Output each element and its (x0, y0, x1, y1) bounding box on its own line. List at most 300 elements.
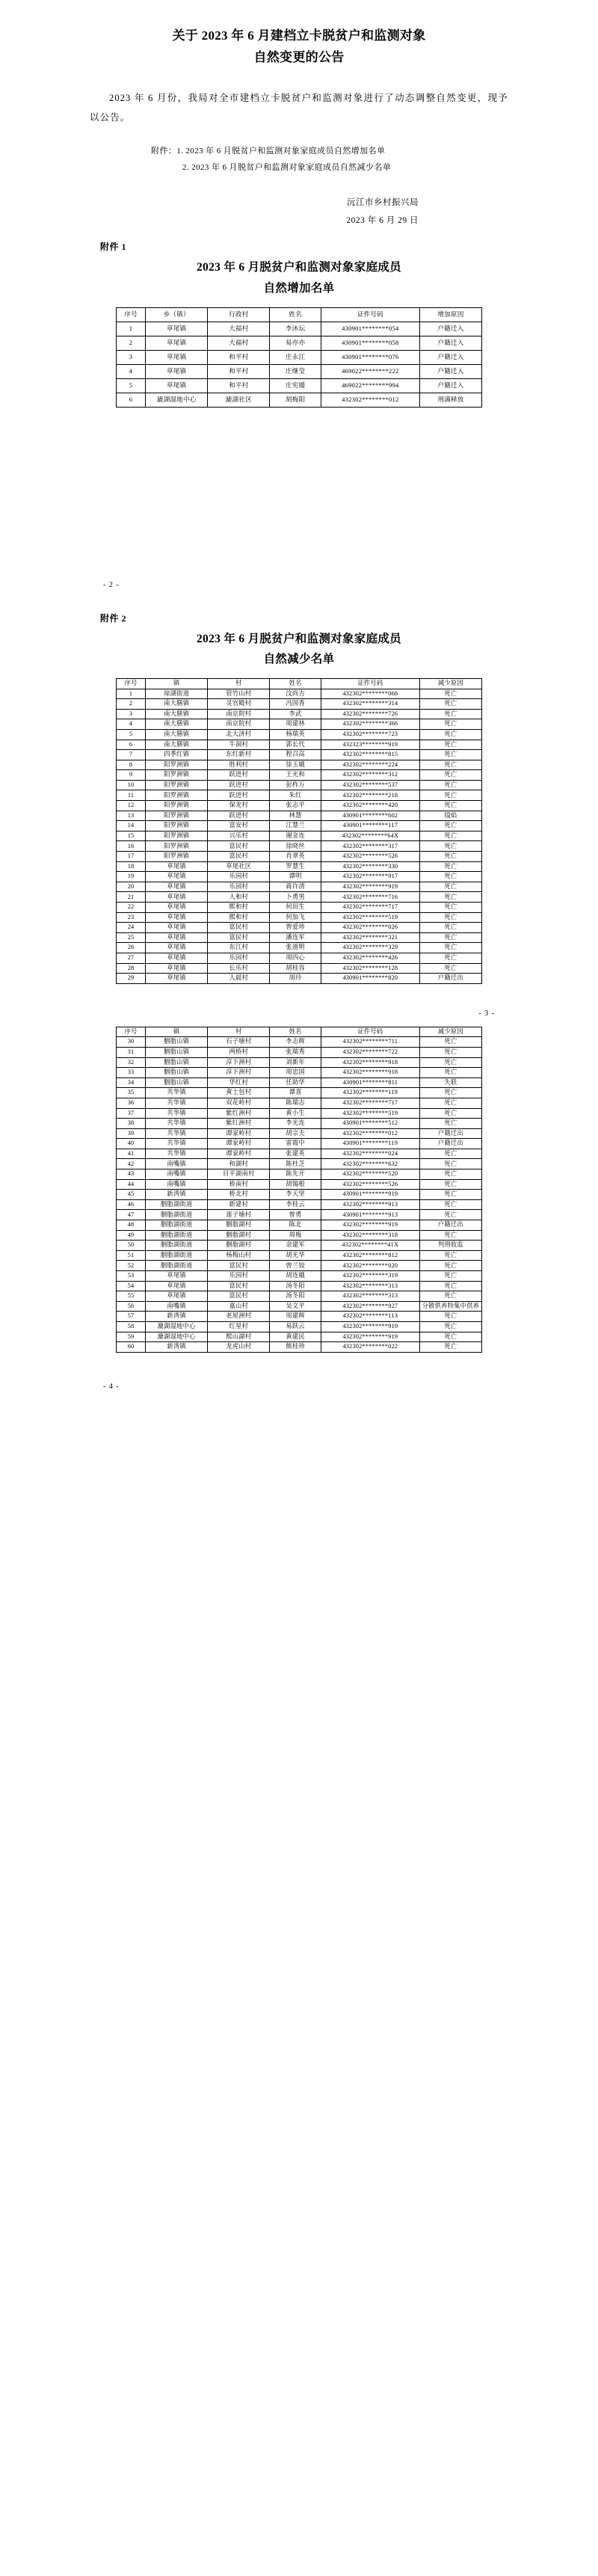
table-cell: 30 (117, 1037, 146, 1048)
table-cell: 谢金连 (270, 831, 321, 841)
table-cell: 目平湖南村 (208, 1169, 270, 1180)
table-cell: 死亡 (419, 750, 481, 760)
table-cell: 11 (117, 790, 146, 801)
table-cell: 卜勇男 (270, 892, 321, 903)
table-row (117, 912, 482, 923)
table-cell: 胭脂湖街道 (146, 1230, 208, 1241)
table-cell: 胭脂山镇 (146, 1078, 208, 1088)
table-cell: 雷霞中 (270, 1139, 321, 1149)
table-cell: 4 (117, 364, 146, 378)
table-cell: 新湾镇 (146, 1312, 208, 1322)
table-cell: 汶尚吉 (270, 689, 321, 699)
table-cell: 死亡 (419, 1149, 481, 1159)
table-cell: 死亡 (419, 903, 481, 913)
table-cell: 5 (117, 378, 146, 393)
table-cell: 牛洞村 (208, 740, 270, 750)
table-cell: 南嘴镇 (146, 1159, 208, 1169)
table-cell: 南京院村 (208, 719, 270, 730)
table-cell: 死亡 (419, 1281, 481, 1291)
table-cell: 死亡 (419, 1190, 481, 1200)
table-row (117, 1332, 482, 1342)
table-cell: 嘉山村 (208, 1301, 270, 1312)
table-cell: 胡光华 (270, 1250, 321, 1261)
table-cell: 432323********919 (321, 740, 419, 750)
table-cell: 432302********723 (321, 729, 419, 740)
table-cell: 吴文平 (270, 1301, 321, 1312)
table-cell: 周建辉 (270, 1312, 321, 1322)
table-header-cell: 证件号码 (321, 307, 419, 322)
table-row (117, 393, 482, 407)
table-cell: 15 (117, 831, 146, 841)
table-cell: 周建林 (270, 719, 321, 730)
table-header-cell: 姓名 (270, 307, 321, 322)
attachment-2-title-line-1: 2023 年 6 月脱贫户和监测对象家庭成员 (197, 632, 401, 645)
attachment-1-title (90, 257, 508, 298)
table-cell: 富民村 (208, 1291, 270, 1302)
table-cell: 草尾镇 (146, 912, 208, 923)
table-cell: 53 (117, 1271, 146, 1282)
table-cell: 胭脂湖街道 (146, 1220, 208, 1231)
issuer-name: 沅江市乡村振兴局 (347, 198, 419, 208)
table-cell: 死亡 (419, 719, 481, 730)
table-cell: 莲子塘村 (208, 1210, 270, 1220)
table-cell: 56 (117, 1301, 146, 1312)
table-cell: 胡桂容 (270, 963, 321, 974)
table-cell: 死亡 (419, 923, 481, 933)
table-cell: 432302********815 (321, 750, 419, 760)
table-cell: 龙虎山村 (208, 1342, 270, 1353)
table-cell: 李光连 (270, 1119, 321, 1129)
table-cell: 432302********812 (321, 1250, 419, 1261)
table-cell: 432302********918 (321, 1057, 419, 1068)
table-cell: 胜利村 (208, 760, 270, 770)
table-cell: 富民村 (208, 841, 270, 852)
table-header-cell: 行政村 (208, 307, 270, 322)
table-cell: 阳罗洲镇 (146, 811, 208, 821)
table-cell: 32 (117, 1057, 146, 1068)
table-cell: 人晨村 (208, 974, 270, 984)
table-cell: 死亡 (419, 709, 481, 719)
table-cell: 熙山湖村 (208, 1332, 270, 1342)
table-row (117, 1088, 482, 1098)
table-cell: 胡连娥 (270, 1271, 321, 1282)
table-cell: 死亡 (419, 821, 481, 831)
table-row (117, 699, 482, 710)
table-cell: 432302********537 (321, 780, 419, 790)
table-cell: 58 (117, 1321, 146, 1332)
table-cell: 14 (117, 821, 146, 831)
table-cell: 曾勇 (270, 1210, 321, 1220)
table-cell: 余建军 (270, 1241, 321, 1251)
table-cell: 430901********919 (321, 1190, 419, 1200)
table-cell: 胭脂湖街道 (146, 1241, 208, 1251)
table-row (117, 892, 482, 903)
table-cell: 陈北 (270, 1220, 321, 1231)
table-row (117, 790, 482, 801)
table-cell: 富民村 (208, 1261, 270, 1271)
table-cell: 草尾镇 (146, 872, 208, 882)
table-cell: 25 (117, 932, 146, 943)
attachment-2-table-body-2 (117, 1037, 482, 1352)
table-cell: 谭家岭村 (208, 1139, 270, 1149)
table-cell: 李沐坛 (270, 322, 321, 336)
table-cell: 432302********722 (321, 1047, 419, 1057)
table-cell: 死亡 (419, 1342, 481, 1353)
table-cell: 华红村 (208, 1078, 270, 1088)
table-row (117, 1190, 482, 1200)
table-cell: 紫红洲村 (208, 1108, 270, 1119)
table-row (117, 1098, 482, 1108)
document-page (0, 25, 598, 2576)
table-row (117, 336, 482, 350)
table-cell: 43 (117, 1169, 146, 1180)
table-cell: 共华镇 (146, 1139, 208, 1149)
table-row (117, 740, 482, 750)
table-cell: 432302********119 (321, 1088, 419, 1098)
table-cell: 乐园村 (208, 882, 270, 892)
attachment-1-title-line-1: 2023 年 6 月脱贫户和监测对象家庭成员 (197, 261, 401, 274)
table-cell: 紫红洲村 (208, 1119, 270, 1129)
table-cell: 432302********726 (321, 709, 419, 719)
table-cell: 18 (117, 861, 146, 872)
table-cell: 51 (117, 1250, 146, 1261)
table-cell: 张瑞秀 (270, 1047, 321, 1057)
table-cell: 李桂云 (270, 1199, 321, 1210)
table-cell: 8 (117, 760, 146, 770)
table-cell: 7 (117, 750, 146, 760)
table-cell: 林慧 (270, 811, 321, 821)
table-row (117, 1210, 482, 1220)
table-header-cell: 增加原因 (419, 307, 481, 322)
table-cell: 户籍迁出 (419, 1128, 481, 1139)
table-cell: 大福村 (208, 322, 270, 336)
table-cell: 432302********329 (321, 943, 419, 953)
table-cell: 432302********128 (321, 963, 419, 974)
table-cell: 16 (117, 841, 146, 852)
table-cell: 死亡 (419, 790, 481, 801)
table-cell: 1 (117, 322, 146, 336)
table-cell: 430901********119 (321, 1139, 419, 1149)
table-row (117, 1199, 482, 1210)
table-cell: 死亡 (419, 943, 481, 953)
table-cell: 430901********076 (321, 350, 419, 364)
table-cell: 四季红镇 (146, 750, 208, 760)
table-cell: 乐园村 (208, 1271, 270, 1282)
table-cell: 淳下洲村 (208, 1068, 270, 1078)
table-cell: 庄永江 (270, 350, 321, 364)
table-cell: 跃进村 (208, 790, 270, 801)
table-cell: 何田生 (270, 903, 321, 913)
table-cell: 富安村 (208, 821, 270, 831)
table-cell: 1 (117, 689, 146, 699)
table-cell: 草尾镇 (146, 963, 208, 974)
table-cell: 死亡 (419, 1179, 481, 1190)
table-cell: 草尾镇 (146, 974, 208, 984)
table-cell: 432302********068 (321, 689, 419, 699)
table-cell: 易跃云 (270, 1321, 321, 1332)
table-row (117, 1159, 482, 1169)
page-title-line-2: 自然变更的公告 (253, 49, 345, 64)
table-row (117, 903, 482, 913)
table-cell: 死亡 (419, 953, 481, 963)
table-cell: 432302********519 (321, 912, 419, 923)
table-cell: 胭脂湖街道 (146, 1261, 208, 1271)
table-cell: 户籍迁出 (419, 1220, 481, 1231)
table-cell: 6 (117, 393, 146, 407)
table-cell: 胭脂湖街道 (146, 1250, 208, 1261)
attachment-list-item-1: 附件：1. 2023 年 6 月脱贫户和监测对象家庭成员自然增加名单 (151, 147, 386, 156)
table-cell: 430901********820 (321, 974, 419, 984)
table-row (117, 1139, 482, 1149)
table-cell: 徐玉娥 (270, 760, 321, 770)
table-cell: 432302********913 (321, 1199, 419, 1210)
table-cell: 熙和村 (208, 903, 270, 913)
table-cell: 死亡 (419, 699, 481, 710)
table-cell: 432302********022 (321, 1342, 419, 1353)
table-cell: 死亡 (419, 1210, 481, 1220)
table-cell: 南嘴镇 (146, 1179, 208, 1190)
table-row (117, 1342, 482, 1353)
table-cell: 双花岭村 (208, 1098, 270, 1108)
table-cell: 42 (117, 1159, 146, 1169)
table-header-cell: 序号 (117, 307, 146, 322)
table-cell: 任助华 (270, 1078, 321, 1088)
table-header-cell: 村 (208, 678, 270, 689)
table-cell: 李志辉 (270, 1037, 321, 1048)
table-header-cell: 镇 (146, 1027, 208, 1037)
table-cell: 死亡 (419, 729, 481, 740)
table-cell: 38 (117, 1119, 146, 1129)
table-cell: 石子塘村 (208, 1037, 270, 1048)
table-header-cell: 村 (208, 1027, 270, 1037)
table-cell: 草尾镇 (146, 861, 208, 872)
table-cell: 死亡 (419, 1159, 481, 1169)
table-cell: 2 (117, 699, 146, 710)
table-cell: 死亡 (419, 1169, 481, 1180)
table-cell: 陈杜芝 (270, 1159, 321, 1169)
table-cell: 朱红 (270, 790, 321, 801)
table-cell: 黄小生 (270, 1108, 321, 1119)
page-number-4: - 4 - (103, 1382, 120, 1391)
table-cell: 阳罗洲镇 (146, 801, 208, 811)
table-cell: 430901********913 (321, 1210, 419, 1220)
table-cell: 28 (117, 963, 146, 974)
table-cell: 乐园村 (208, 872, 270, 882)
table-row (117, 953, 482, 963)
table-cell: 草尾镇 (146, 350, 208, 364)
table-cell: 冯国香 (270, 699, 321, 710)
table-cell: 3 (117, 350, 146, 364)
table-header-cell: 乡（镇） (146, 307, 208, 322)
table-cell: 草尾镇 (146, 892, 208, 903)
table-cell: 13 (117, 811, 146, 821)
table-cell: 20 (117, 882, 146, 892)
table-cell: 432302********716 (321, 892, 419, 903)
table-row (117, 770, 482, 781)
table-cell: 跃进村 (208, 811, 270, 821)
table-cell: 57 (117, 1312, 146, 1322)
table-cell: 南大膳镇 (146, 740, 208, 750)
table-cell: 432302********318 (321, 1230, 419, 1241)
table-cell: 6 (117, 740, 146, 750)
table-cell: 南大膳镇 (146, 699, 208, 710)
table-cell: 胭脂湖街道 (146, 1199, 208, 1210)
table-row (117, 801, 482, 811)
attachment-1-label: 附件 1 (100, 242, 127, 253)
table-cell: 432302********927 (321, 1301, 419, 1312)
table-cell: 刑满释放 (419, 393, 481, 407)
table-cell: 31 (117, 1047, 146, 1057)
table-cell: 新湾镇 (146, 1342, 208, 1353)
table-cell: 谭家岭村 (208, 1149, 270, 1159)
table-cell: 漉湖湿地中心 (146, 1321, 208, 1332)
table-cell: 管竹山村 (208, 689, 270, 699)
table-cell: 432302********224 (321, 760, 419, 770)
table-cell: 432302********520 (321, 1169, 419, 1180)
table-header-cell: 减少原因 (419, 1027, 481, 1037)
table-cell: 52 (117, 1261, 146, 1271)
attachment-2-label: 附件 2 (100, 612, 127, 624)
table-cell: 432302********526 (321, 852, 419, 862)
table-row (117, 364, 482, 378)
table-cell: 人和村 (208, 892, 270, 903)
table-cell: 432302********218 (321, 790, 419, 801)
table-cell: 430901********602 (321, 811, 419, 821)
table-row (117, 923, 482, 933)
table-cell: 胡梅阳 (270, 393, 321, 407)
table-cell: 曾兰铰 (270, 1261, 321, 1271)
table-cell: 432302********026 (321, 923, 419, 933)
table-cell: 草尾镇 (146, 932, 208, 943)
table-cell: 张志平 (270, 801, 321, 811)
table-cell: 徐晓丝 (270, 841, 321, 852)
table-row (117, 974, 482, 984)
table-cell: 432302********314 (321, 699, 419, 710)
table-cell: 熊桂珍 (270, 1342, 321, 1353)
table-cell: 死亡 (419, 831, 481, 841)
table-cell: 24 (117, 923, 146, 933)
table-cell: 430901********117 (321, 821, 419, 831)
table-cell: 户籍迁入 (419, 378, 481, 393)
table-cell: 罗慧生 (270, 861, 321, 872)
table-cell: 死亡 (419, 780, 481, 790)
table-cell: 草尾镇 (146, 336, 208, 350)
table-row (117, 1220, 482, 1231)
table-cell: 432302********64X (321, 831, 419, 841)
table-cell: 阳罗洲镇 (146, 780, 208, 790)
table-cell: 谭明 (270, 872, 321, 882)
table-cell: 南嘴镇 (146, 1301, 208, 1312)
table-cell: 草尾镇 (146, 882, 208, 892)
table-cell: 44 (117, 1179, 146, 1190)
table-cell: 蒋许清 (270, 882, 321, 892)
table-cell: 缢焰 (419, 811, 481, 821)
table-cell: 户籍迁出 (419, 974, 481, 984)
table-cell: 草尾镇 (146, 953, 208, 963)
table-row (117, 1119, 482, 1129)
table-cell: 新建村 (208, 1199, 270, 1210)
table-header-cell: 姓名 (270, 678, 321, 689)
table-cell: 桥北村 (208, 1190, 270, 1200)
table-cell: 富民村 (208, 923, 270, 933)
attachment-2-table-body-1 (117, 689, 482, 983)
table-cell: 27 (117, 953, 146, 963)
table-cell: 死亡 (419, 1321, 481, 1332)
table-row (117, 831, 482, 841)
table-row (117, 1271, 482, 1282)
table-cell: 432302********113 (321, 1312, 419, 1322)
table-cell: 兴乐村 (208, 831, 270, 841)
table-row (117, 821, 482, 831)
table-cell: 富民村 (208, 1281, 270, 1291)
signature-block (90, 194, 508, 230)
table-row (117, 841, 482, 852)
table-row (117, 1037, 482, 1048)
table-row (117, 932, 482, 943)
table-cell: 南京院村 (208, 709, 270, 719)
table-row (117, 750, 482, 760)
table-cell: 乐园村 (208, 953, 270, 963)
table-header-row (117, 307, 482, 322)
table-row (117, 719, 482, 730)
table-cell: 死亡 (419, 963, 481, 974)
table-cell: 失联 (419, 1078, 481, 1088)
table-cell: 26 (117, 943, 146, 953)
table-cell: 阳罗洲镇 (146, 790, 208, 801)
issue-date: 2023 年 6 月 29 日 (346, 216, 419, 226)
table-cell: 死亡 (419, 740, 481, 750)
table-cell: 庄宪媛 (270, 378, 321, 393)
table-cell: 草尾镇 (146, 943, 208, 953)
table-cell: 汤冬阳 (270, 1291, 321, 1302)
table-row (117, 1169, 482, 1180)
table-cell: 胡玲 (270, 974, 321, 984)
table-cell: 共华镇 (146, 1119, 208, 1129)
table-cell: 430901********512 (321, 1119, 419, 1129)
table-header-cell: 减少原因 (419, 678, 481, 689)
table-row (117, 378, 482, 393)
table-cell: 富民村 (208, 852, 270, 862)
table-cell: 21 (117, 892, 146, 903)
table-cell: 刘新年 (270, 1057, 321, 1068)
table-cell: 34 (117, 1078, 146, 1088)
table-cell: 469022********994 (321, 378, 419, 393)
table-row (117, 943, 482, 953)
table-cell: 东江村 (208, 943, 270, 953)
table-cell: 胭脂山镇 (146, 1047, 208, 1057)
table-cell: 死亡 (419, 1332, 481, 1342)
table-cell: 分散供养特集中供养 (419, 1301, 481, 1312)
table-cell: 死亡 (419, 1250, 481, 1261)
table-cell: 432302********717 (321, 1098, 419, 1108)
table-cell: 胭脂山镇 (146, 1068, 208, 1078)
table-cell: 12 (117, 801, 146, 811)
table-cell: 22 (117, 903, 146, 913)
table-cell: 共华镇 (146, 1128, 208, 1139)
table-cell: 29 (117, 974, 146, 984)
table-cell: 死亡 (419, 1108, 481, 1119)
table-cell: 胡宗夫 (270, 1128, 321, 1139)
table-cell: 共华镇 (146, 1108, 208, 1119)
table-cell: 张道明 (270, 943, 321, 953)
page-title-line-1: 关于 2023 年 6 月建档立卡脱贫户和监测对象 (172, 28, 426, 43)
attachment-1-table (116, 307, 482, 408)
table-cell: 共华镇 (146, 1098, 208, 1108)
table-cell: 共华镇 (146, 1149, 208, 1159)
table-cell: 南大膳镇 (146, 729, 208, 740)
table-cell: 432302********41X (321, 1241, 419, 1251)
table-cell: 432302********632 (321, 1159, 419, 1169)
